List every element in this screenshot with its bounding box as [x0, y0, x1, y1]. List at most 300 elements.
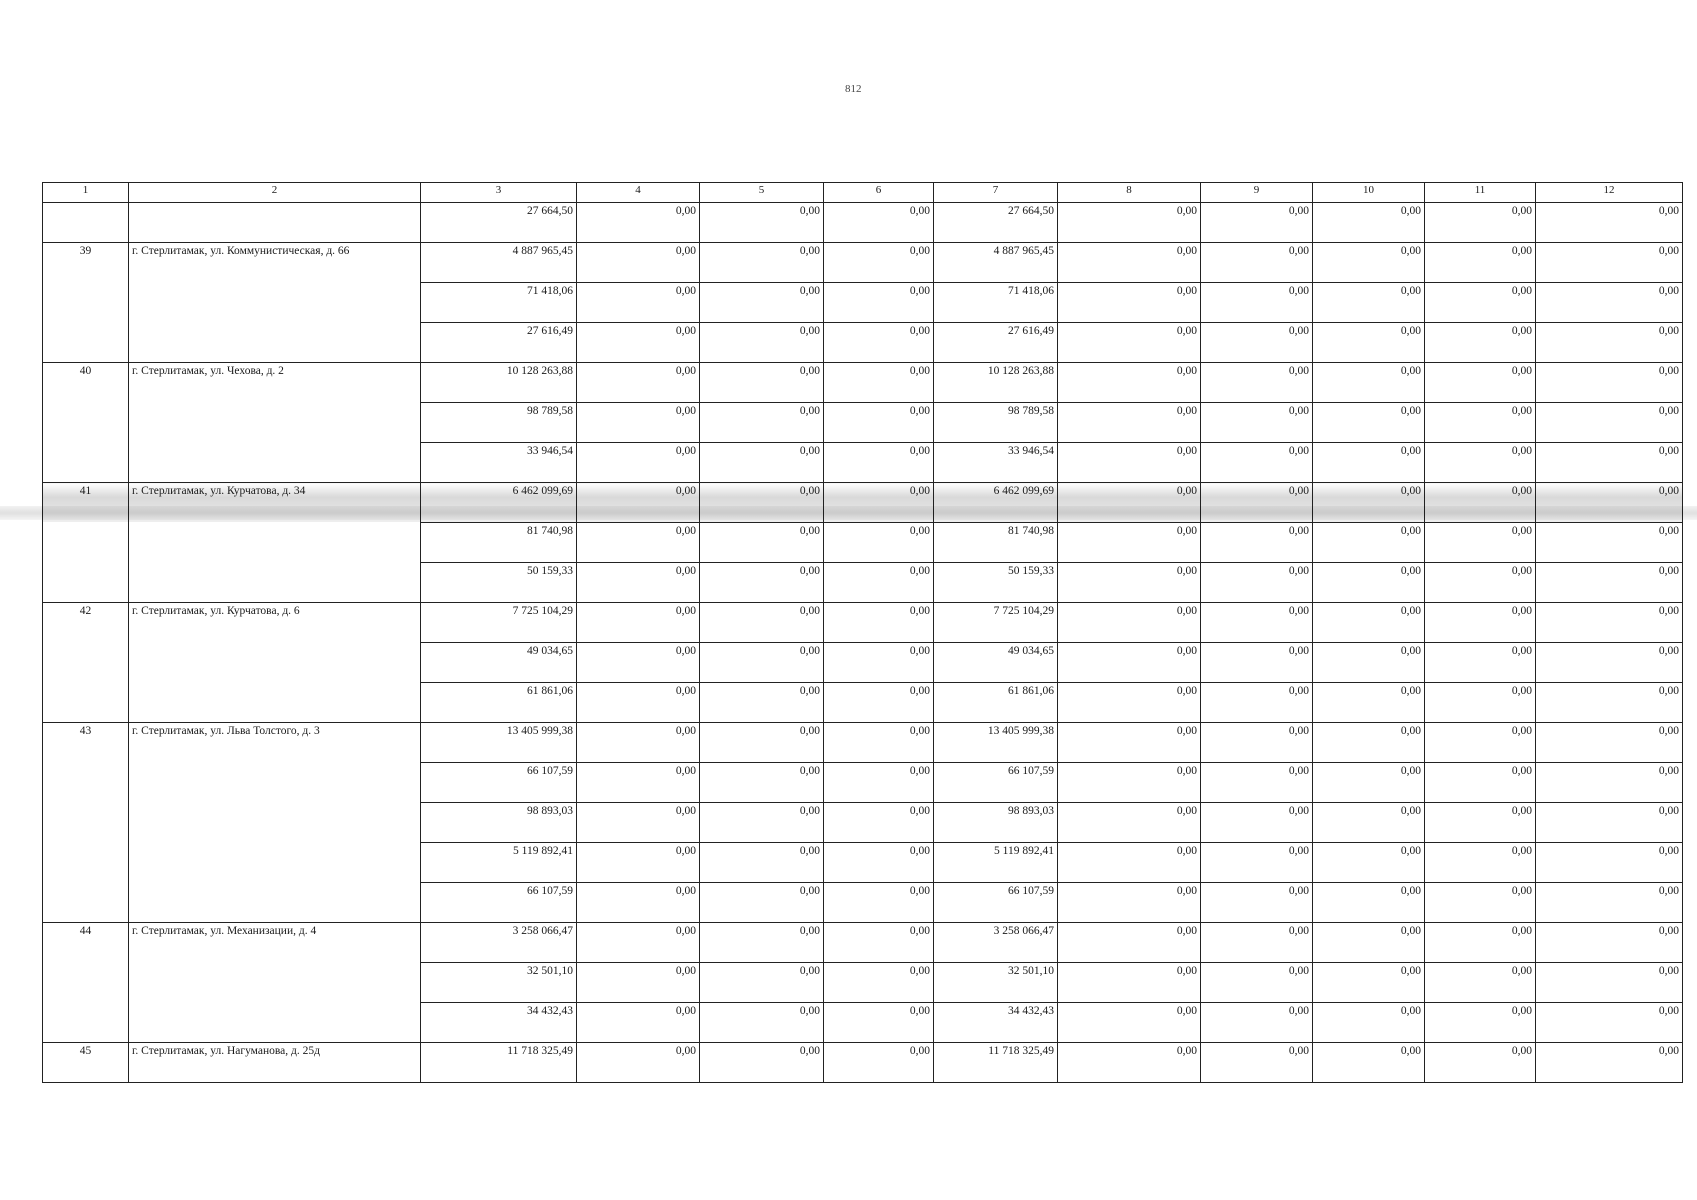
value-cell-col-5: 0,00 [700, 403, 824, 443]
value-cell-col-7: 66 107,59 [934, 763, 1058, 803]
value-cell-col-4: 0,00 [577, 443, 700, 483]
value-cell-col-10: 0,00 [1313, 843, 1425, 883]
value-cell-col-11: 0,00 [1425, 763, 1536, 803]
value-cell-col-11: 0,00 [1425, 243, 1536, 283]
row-number-cell [43, 643, 129, 683]
value-cell-col-6: 0,00 [824, 923, 934, 963]
address-cell [129, 803, 421, 843]
table-row [43, 323, 1683, 363]
value-cell-col-4: 0,00 [577, 363, 700, 403]
value-cell-col-7: 81 740,98 [934, 523, 1058, 563]
value-cell-col-12: 0,00 [1536, 923, 1683, 963]
value-cell-col-6: 0,00 [824, 1003, 934, 1043]
value-cell-col-7: 27 616,49 [934, 323, 1058, 363]
value-cell-col-10: 0,00 [1313, 523, 1425, 563]
value-cell-col-10: 0,00 [1313, 723, 1425, 763]
value-cell-col-7: 13 405 999,38 [934, 723, 1058, 763]
row-number-cell [43, 1003, 129, 1043]
address-cell [129, 523, 421, 563]
value-cell-col-3: 98 789,58 [421, 403, 577, 443]
table-body [43, 183, 1683, 1083]
value-cell-col-6: 0,00 [824, 763, 934, 803]
value-cell-col-11: 0,00 [1425, 363, 1536, 403]
value-cell-col-5: 0,00 [700, 563, 824, 603]
value-cell-col-12: 0,00 [1536, 763, 1683, 803]
value-cell-col-8: 0,00 [1058, 603, 1201, 643]
value-cell-col-11: 0,00 [1425, 483, 1536, 523]
value-cell-col-4: 0,00 [577, 683, 700, 723]
value-cell-col-11: 0,00 [1425, 283, 1536, 323]
row-number-cell [43, 203, 129, 243]
row-number-cell [43, 283, 129, 323]
value-cell-col-9: 0,00 [1201, 963, 1313, 1003]
value-cell-col-11: 0,00 [1425, 963, 1536, 1003]
table-row [43, 523, 1683, 563]
table-row [43, 1003, 1683, 1043]
address-cell [129, 883, 421, 923]
value-cell-col-4: 0,00 [577, 483, 700, 523]
row-number-cell [43, 763, 129, 803]
table-row [43, 723, 1683, 763]
value-cell-col-9: 0,00 [1201, 483, 1313, 523]
value-cell-col-11: 0,00 [1425, 443, 1536, 483]
row-number-cell [43, 563, 129, 603]
value-cell-col-6: 0,00 [824, 843, 934, 883]
address-cell: г. Стерлитамак, ул. Нагуманова, д. 25д [129, 1043, 421, 1083]
column-header-1: 1 [43, 183, 129, 203]
value-cell-col-10: 0,00 [1313, 923, 1425, 963]
value-cell-col-11: 0,00 [1425, 523, 1536, 563]
value-cell-col-5: 0,00 [700, 323, 824, 363]
value-cell-col-7: 3 258 066,47 [934, 923, 1058, 963]
value-cell-col-6: 0,00 [824, 363, 934, 403]
address-cell [129, 563, 421, 603]
value-cell-col-11: 0,00 [1425, 843, 1536, 883]
value-cell-col-8: 0,00 [1058, 683, 1201, 723]
row-number-cell [43, 403, 129, 443]
address-cell [129, 203, 421, 243]
value-cell-col-12: 0,00 [1536, 963, 1683, 1003]
address-cell: г. Стерлитамак, ул. Механизации, д. 4 [129, 923, 421, 963]
value-cell-col-11: 0,00 [1425, 803, 1536, 843]
value-cell-col-3: 34 432,43 [421, 1003, 577, 1043]
value-cell-col-7: 66 107,59 [934, 883, 1058, 923]
row-number-cell: 44 [43, 923, 129, 963]
value-cell-col-5: 0,00 [700, 203, 824, 243]
value-cell-col-11: 0,00 [1425, 923, 1536, 963]
table-row [43, 283, 1683, 323]
value-cell-col-4: 0,00 [577, 883, 700, 923]
value-cell-col-9: 0,00 [1201, 803, 1313, 843]
value-cell-col-9: 0,00 [1201, 403, 1313, 443]
value-cell-col-9: 0,00 [1201, 883, 1313, 923]
value-cell-col-8: 0,00 [1058, 403, 1201, 443]
value-cell-col-7: 6 462 099,69 [934, 483, 1058, 523]
value-cell-col-7: 71 418,06 [934, 283, 1058, 323]
value-cell-col-3: 49 034,65 [421, 643, 577, 683]
table-row [43, 963, 1683, 1003]
address-cell: г. Стерлитамак, ул. Курчатова, д. 6 [129, 603, 421, 643]
value-cell-col-4: 0,00 [577, 643, 700, 683]
value-cell-col-3: 66 107,59 [421, 763, 577, 803]
table-row [43, 203, 1683, 243]
value-cell-col-8: 0,00 [1058, 283, 1201, 323]
table-row [43, 683, 1683, 723]
value-cell-col-5: 0,00 [700, 803, 824, 843]
value-cell-col-5: 0,00 [700, 443, 824, 483]
column-header-4: 4 [577, 183, 700, 203]
value-cell-col-9: 0,00 [1201, 523, 1313, 563]
value-cell-col-6: 0,00 [824, 963, 934, 1003]
value-cell-col-4: 0,00 [577, 243, 700, 283]
row-number-cell [43, 683, 129, 723]
value-cell-col-7: 61 861,06 [934, 683, 1058, 723]
value-cell-col-8: 0,00 [1058, 883, 1201, 923]
value-cell-col-9: 0,00 [1201, 603, 1313, 643]
value-cell-col-12: 0,00 [1536, 443, 1683, 483]
address-cell [129, 763, 421, 803]
value-cell-col-10: 0,00 [1313, 883, 1425, 923]
value-cell-col-10: 0,00 [1313, 323, 1425, 363]
value-cell-col-5: 0,00 [700, 243, 824, 283]
value-cell-col-11: 0,00 [1425, 603, 1536, 643]
value-cell-col-4: 0,00 [577, 843, 700, 883]
column-header-9: 9 [1201, 183, 1313, 203]
value-cell-col-12: 0,00 [1536, 803, 1683, 843]
address-cell [129, 283, 421, 323]
value-cell-col-9: 0,00 [1201, 1043, 1313, 1083]
value-cell-col-5: 0,00 [700, 643, 824, 683]
address-cell [129, 1003, 421, 1043]
value-cell-col-11: 0,00 [1425, 323, 1536, 363]
value-cell-col-3: 61 861,06 [421, 683, 577, 723]
value-cell-col-7: 5 119 892,41 [934, 843, 1058, 883]
value-cell-col-3: 71 418,06 [421, 283, 577, 323]
value-cell-col-11: 0,00 [1425, 203, 1536, 243]
address-cell [129, 323, 421, 363]
header-row [43, 183, 1683, 203]
value-cell-col-3: 6 462 099,69 [421, 483, 577, 523]
value-cell-col-11: 0,00 [1425, 723, 1536, 763]
value-cell-col-11: 0,00 [1425, 403, 1536, 443]
value-cell-col-5: 0,00 [700, 363, 824, 403]
value-cell-col-12: 0,00 [1536, 883, 1683, 923]
value-cell-col-9: 0,00 [1201, 323, 1313, 363]
value-cell-col-4: 0,00 [577, 283, 700, 323]
value-cell-col-3: 10 128 263,88 [421, 363, 577, 403]
value-cell-col-12: 0,00 [1536, 483, 1683, 523]
value-cell-col-5: 0,00 [700, 683, 824, 723]
value-cell-col-12: 0,00 [1536, 523, 1683, 563]
value-cell-col-12: 0,00 [1536, 1043, 1683, 1083]
table-row [43, 763, 1683, 803]
value-cell-col-7: 4 887 965,45 [934, 243, 1058, 283]
value-cell-col-7: 98 893,03 [934, 803, 1058, 843]
value-cell-col-12: 0,00 [1536, 643, 1683, 683]
value-cell-col-4: 0,00 [577, 803, 700, 843]
value-cell-col-10: 0,00 [1313, 203, 1425, 243]
value-cell-col-10: 0,00 [1313, 763, 1425, 803]
value-cell-col-6: 0,00 [824, 643, 934, 683]
value-cell-col-9: 0,00 [1201, 643, 1313, 683]
value-cell-col-3: 27 616,49 [421, 323, 577, 363]
value-cell-col-10: 0,00 [1313, 363, 1425, 403]
row-number-cell [43, 443, 129, 483]
value-cell-col-3: 3 258 066,47 [421, 923, 577, 963]
value-cell-col-10: 0,00 [1313, 803, 1425, 843]
address-cell [129, 963, 421, 1003]
value-cell-col-10: 0,00 [1313, 563, 1425, 603]
table-row [43, 563, 1683, 603]
value-cell-col-12: 0,00 [1536, 203, 1683, 243]
value-cell-col-8: 0,00 [1058, 363, 1201, 403]
value-cell-col-10: 0,00 [1313, 403, 1425, 443]
value-cell-col-12: 0,00 [1536, 563, 1683, 603]
value-cell-col-10: 0,00 [1313, 1043, 1425, 1083]
row-number-cell [43, 843, 129, 883]
table-row [43, 403, 1683, 443]
value-cell-col-6: 0,00 [824, 723, 934, 763]
value-cell-col-8: 0,00 [1058, 843, 1201, 883]
address-cell: г. Стерлитамак, ул. Чехова, д. 2 [129, 363, 421, 403]
row-number-cell: 42 [43, 603, 129, 643]
value-cell-col-3: 4 887 965,45 [421, 243, 577, 283]
value-cell-col-8: 0,00 [1058, 923, 1201, 963]
value-cell-col-6: 0,00 [824, 1043, 934, 1083]
column-header-11: 11 [1425, 183, 1536, 203]
value-cell-col-4: 0,00 [577, 963, 700, 1003]
row-number-cell [43, 803, 129, 843]
value-cell-col-11: 0,00 [1425, 643, 1536, 683]
value-cell-col-7: 50 159,33 [934, 563, 1058, 603]
value-cell-col-9: 0,00 [1201, 843, 1313, 883]
table-row [43, 843, 1683, 883]
row-number-cell: 43 [43, 723, 129, 763]
value-cell-col-9: 0,00 [1201, 683, 1313, 723]
value-cell-col-8: 0,00 [1058, 243, 1201, 283]
value-cell-col-11: 0,00 [1425, 683, 1536, 723]
value-cell-col-4: 0,00 [577, 603, 700, 643]
value-cell-col-6: 0,00 [824, 323, 934, 363]
row-number-cell [43, 323, 129, 363]
value-cell-col-6: 0,00 [824, 283, 934, 323]
value-cell-col-6: 0,00 [824, 683, 934, 723]
value-cell-col-6: 0,00 [824, 883, 934, 923]
value-cell-col-3: 98 893,03 [421, 803, 577, 843]
column-header-3: 3 [421, 183, 577, 203]
value-cell-col-5: 0,00 [700, 763, 824, 803]
value-cell-col-3: 33 946,54 [421, 443, 577, 483]
value-cell-col-5: 0,00 [700, 483, 824, 523]
value-cell-col-4: 0,00 [577, 523, 700, 563]
value-cell-col-5: 0,00 [700, 603, 824, 643]
value-cell-col-11: 0,00 [1425, 883, 1536, 923]
row-number-cell [43, 883, 129, 923]
value-cell-col-9: 0,00 [1201, 563, 1313, 603]
table-row [43, 243, 1683, 283]
value-cell-col-4: 0,00 [577, 923, 700, 963]
value-cell-col-7: 98 789,58 [934, 403, 1058, 443]
value-cell-col-10: 0,00 [1313, 1003, 1425, 1043]
value-cell-col-5: 0,00 [700, 923, 824, 963]
value-cell-col-12: 0,00 [1536, 603, 1683, 643]
value-cell-col-4: 0,00 [577, 723, 700, 763]
value-cell-col-5: 0,00 [700, 883, 824, 923]
value-cell-col-8: 0,00 [1058, 563, 1201, 603]
value-cell-col-8: 0,00 [1058, 1003, 1201, 1043]
value-cell-col-7: 7 725 104,29 [934, 603, 1058, 643]
value-cell-col-11: 0,00 [1425, 1003, 1536, 1043]
value-cell-col-8: 0,00 [1058, 1043, 1201, 1083]
value-cell-col-9: 0,00 [1201, 1003, 1313, 1043]
row-number-cell: 39 [43, 243, 129, 283]
table-row [43, 363, 1683, 403]
table-row [43, 603, 1683, 643]
value-cell-col-10: 0,00 [1313, 283, 1425, 323]
address-cell [129, 443, 421, 483]
value-cell-col-8: 0,00 [1058, 723, 1201, 763]
value-cell-col-12: 0,00 [1536, 363, 1683, 403]
value-cell-col-6: 0,00 [824, 443, 934, 483]
row-number-cell [43, 523, 129, 563]
value-cell-col-7: 10 128 263,88 [934, 363, 1058, 403]
value-cell-col-4: 0,00 [577, 323, 700, 363]
page-number: 812 [845, 83, 862, 95]
row-number-cell [43, 963, 129, 1003]
value-cell-col-7: 32 501,10 [934, 963, 1058, 1003]
value-cell-col-12: 0,00 [1536, 243, 1683, 283]
table-row [43, 923, 1683, 963]
address-cell: г. Стерлитамак, ул. Льва Толстого, д. 3 [129, 723, 421, 763]
value-cell-col-5: 0,00 [700, 843, 824, 883]
value-cell-col-8: 0,00 [1058, 963, 1201, 1003]
value-cell-col-6: 0,00 [824, 803, 934, 843]
address-cell: г. Стерлитамак, ул. Курчатова, д. 34 [129, 483, 421, 523]
value-cell-col-9: 0,00 [1201, 203, 1313, 243]
value-cell-col-3: 13 405 999,38 [421, 723, 577, 763]
column-header-8: 8 [1058, 183, 1201, 203]
value-cell-col-5: 0,00 [700, 723, 824, 763]
value-cell-col-10: 0,00 [1313, 643, 1425, 683]
value-cell-col-6: 0,00 [824, 243, 934, 283]
value-cell-col-8: 0,00 [1058, 643, 1201, 683]
value-cell-col-6: 0,00 [824, 603, 934, 643]
address-cell [129, 403, 421, 443]
value-cell-col-6: 0,00 [824, 403, 934, 443]
value-cell-col-8: 0,00 [1058, 323, 1201, 363]
value-cell-col-4: 0,00 [577, 403, 700, 443]
table-row [43, 443, 1683, 483]
value-cell-col-11: 0,00 [1425, 563, 1536, 603]
table-row [43, 1043, 1683, 1083]
row-number-cell: 41 [43, 483, 129, 523]
value-cell-col-12: 0,00 [1536, 283, 1683, 323]
value-cell-col-4: 0,00 [577, 1043, 700, 1083]
value-cell-col-9: 0,00 [1201, 283, 1313, 323]
value-cell-col-10: 0,00 [1313, 243, 1425, 283]
table-row [43, 483, 1683, 523]
value-cell-col-9: 0,00 [1201, 243, 1313, 283]
value-cell-col-9: 0,00 [1201, 723, 1313, 763]
column-header-7: 7 [934, 183, 1058, 203]
value-cell-col-10: 0,00 [1313, 683, 1425, 723]
value-cell-col-12: 0,00 [1536, 723, 1683, 763]
register-table [42, 182, 1683, 1083]
value-cell-col-10: 0,00 [1313, 963, 1425, 1003]
value-cell-col-7: 27 664,50 [934, 203, 1058, 243]
value-cell-col-8: 0,00 [1058, 203, 1201, 243]
value-cell-col-6: 0,00 [824, 563, 934, 603]
value-cell-col-9: 0,00 [1201, 363, 1313, 403]
value-cell-col-12: 0,00 [1536, 683, 1683, 723]
value-cell-col-6: 0,00 [824, 483, 934, 523]
value-cell-col-7: 11 718 325,49 [934, 1043, 1058, 1083]
value-cell-col-3: 50 159,33 [421, 563, 577, 603]
value-cell-col-5: 0,00 [700, 523, 824, 563]
table-row [43, 643, 1683, 683]
value-cell-col-5: 0,00 [700, 1003, 824, 1043]
value-cell-col-5: 0,00 [700, 963, 824, 1003]
value-cell-col-6: 0,00 [824, 523, 934, 563]
value-cell-col-3: 11 718 325,49 [421, 1043, 577, 1083]
value-cell-col-8: 0,00 [1058, 443, 1201, 483]
column-header-6: 6 [824, 183, 934, 203]
value-cell-col-9: 0,00 [1201, 763, 1313, 803]
table-row [43, 803, 1683, 843]
value-cell-col-9: 0,00 [1201, 923, 1313, 963]
value-cell-col-10: 0,00 [1313, 603, 1425, 643]
value-cell-col-3: 7 725 104,29 [421, 603, 577, 643]
value-cell-col-12: 0,00 [1536, 1003, 1683, 1043]
address-cell [129, 643, 421, 683]
value-cell-col-4: 0,00 [577, 1003, 700, 1043]
value-cell-col-8: 0,00 [1058, 803, 1201, 843]
value-cell-col-3: 5 119 892,41 [421, 843, 577, 883]
value-cell-col-3: 32 501,10 [421, 963, 577, 1003]
value-cell-col-4: 0,00 [577, 763, 700, 803]
column-header-12: 12 [1536, 183, 1683, 203]
value-cell-col-12: 0,00 [1536, 403, 1683, 443]
value-cell-col-12: 0,00 [1536, 323, 1683, 363]
column-header-2: 2 [129, 183, 421, 203]
value-cell-col-6: 0,00 [824, 203, 934, 243]
value-cell-col-4: 0,00 [577, 203, 700, 243]
value-cell-col-8: 0,00 [1058, 523, 1201, 563]
table-row [43, 883, 1683, 923]
value-cell-col-10: 0,00 [1313, 443, 1425, 483]
value-cell-col-4: 0,00 [577, 563, 700, 603]
address-cell [129, 843, 421, 883]
value-cell-col-8: 0,00 [1058, 483, 1201, 523]
value-cell-col-5: 0,00 [700, 1043, 824, 1083]
value-cell-col-7: 49 034,65 [934, 643, 1058, 683]
row-number-cell: 40 [43, 363, 129, 403]
value-cell-col-3: 27 664,50 [421, 203, 577, 243]
value-cell-col-12: 0,00 [1536, 843, 1683, 883]
row-number-cell: 45 [43, 1043, 129, 1083]
value-cell-col-7: 34 432,43 [934, 1003, 1058, 1043]
column-header-5: 5 [700, 183, 824, 203]
value-cell-col-5: 0,00 [700, 283, 824, 323]
column-header-10: 10 [1313, 183, 1425, 203]
value-cell-col-9: 0,00 [1201, 443, 1313, 483]
value-cell-col-3: 66 107,59 [421, 883, 577, 923]
value-cell-col-8: 0,00 [1058, 763, 1201, 803]
address-cell [129, 683, 421, 723]
value-cell-col-10: 0,00 [1313, 483, 1425, 523]
value-cell-col-11: 0,00 [1425, 1043, 1536, 1083]
value-cell-col-7: 33 946,54 [934, 443, 1058, 483]
